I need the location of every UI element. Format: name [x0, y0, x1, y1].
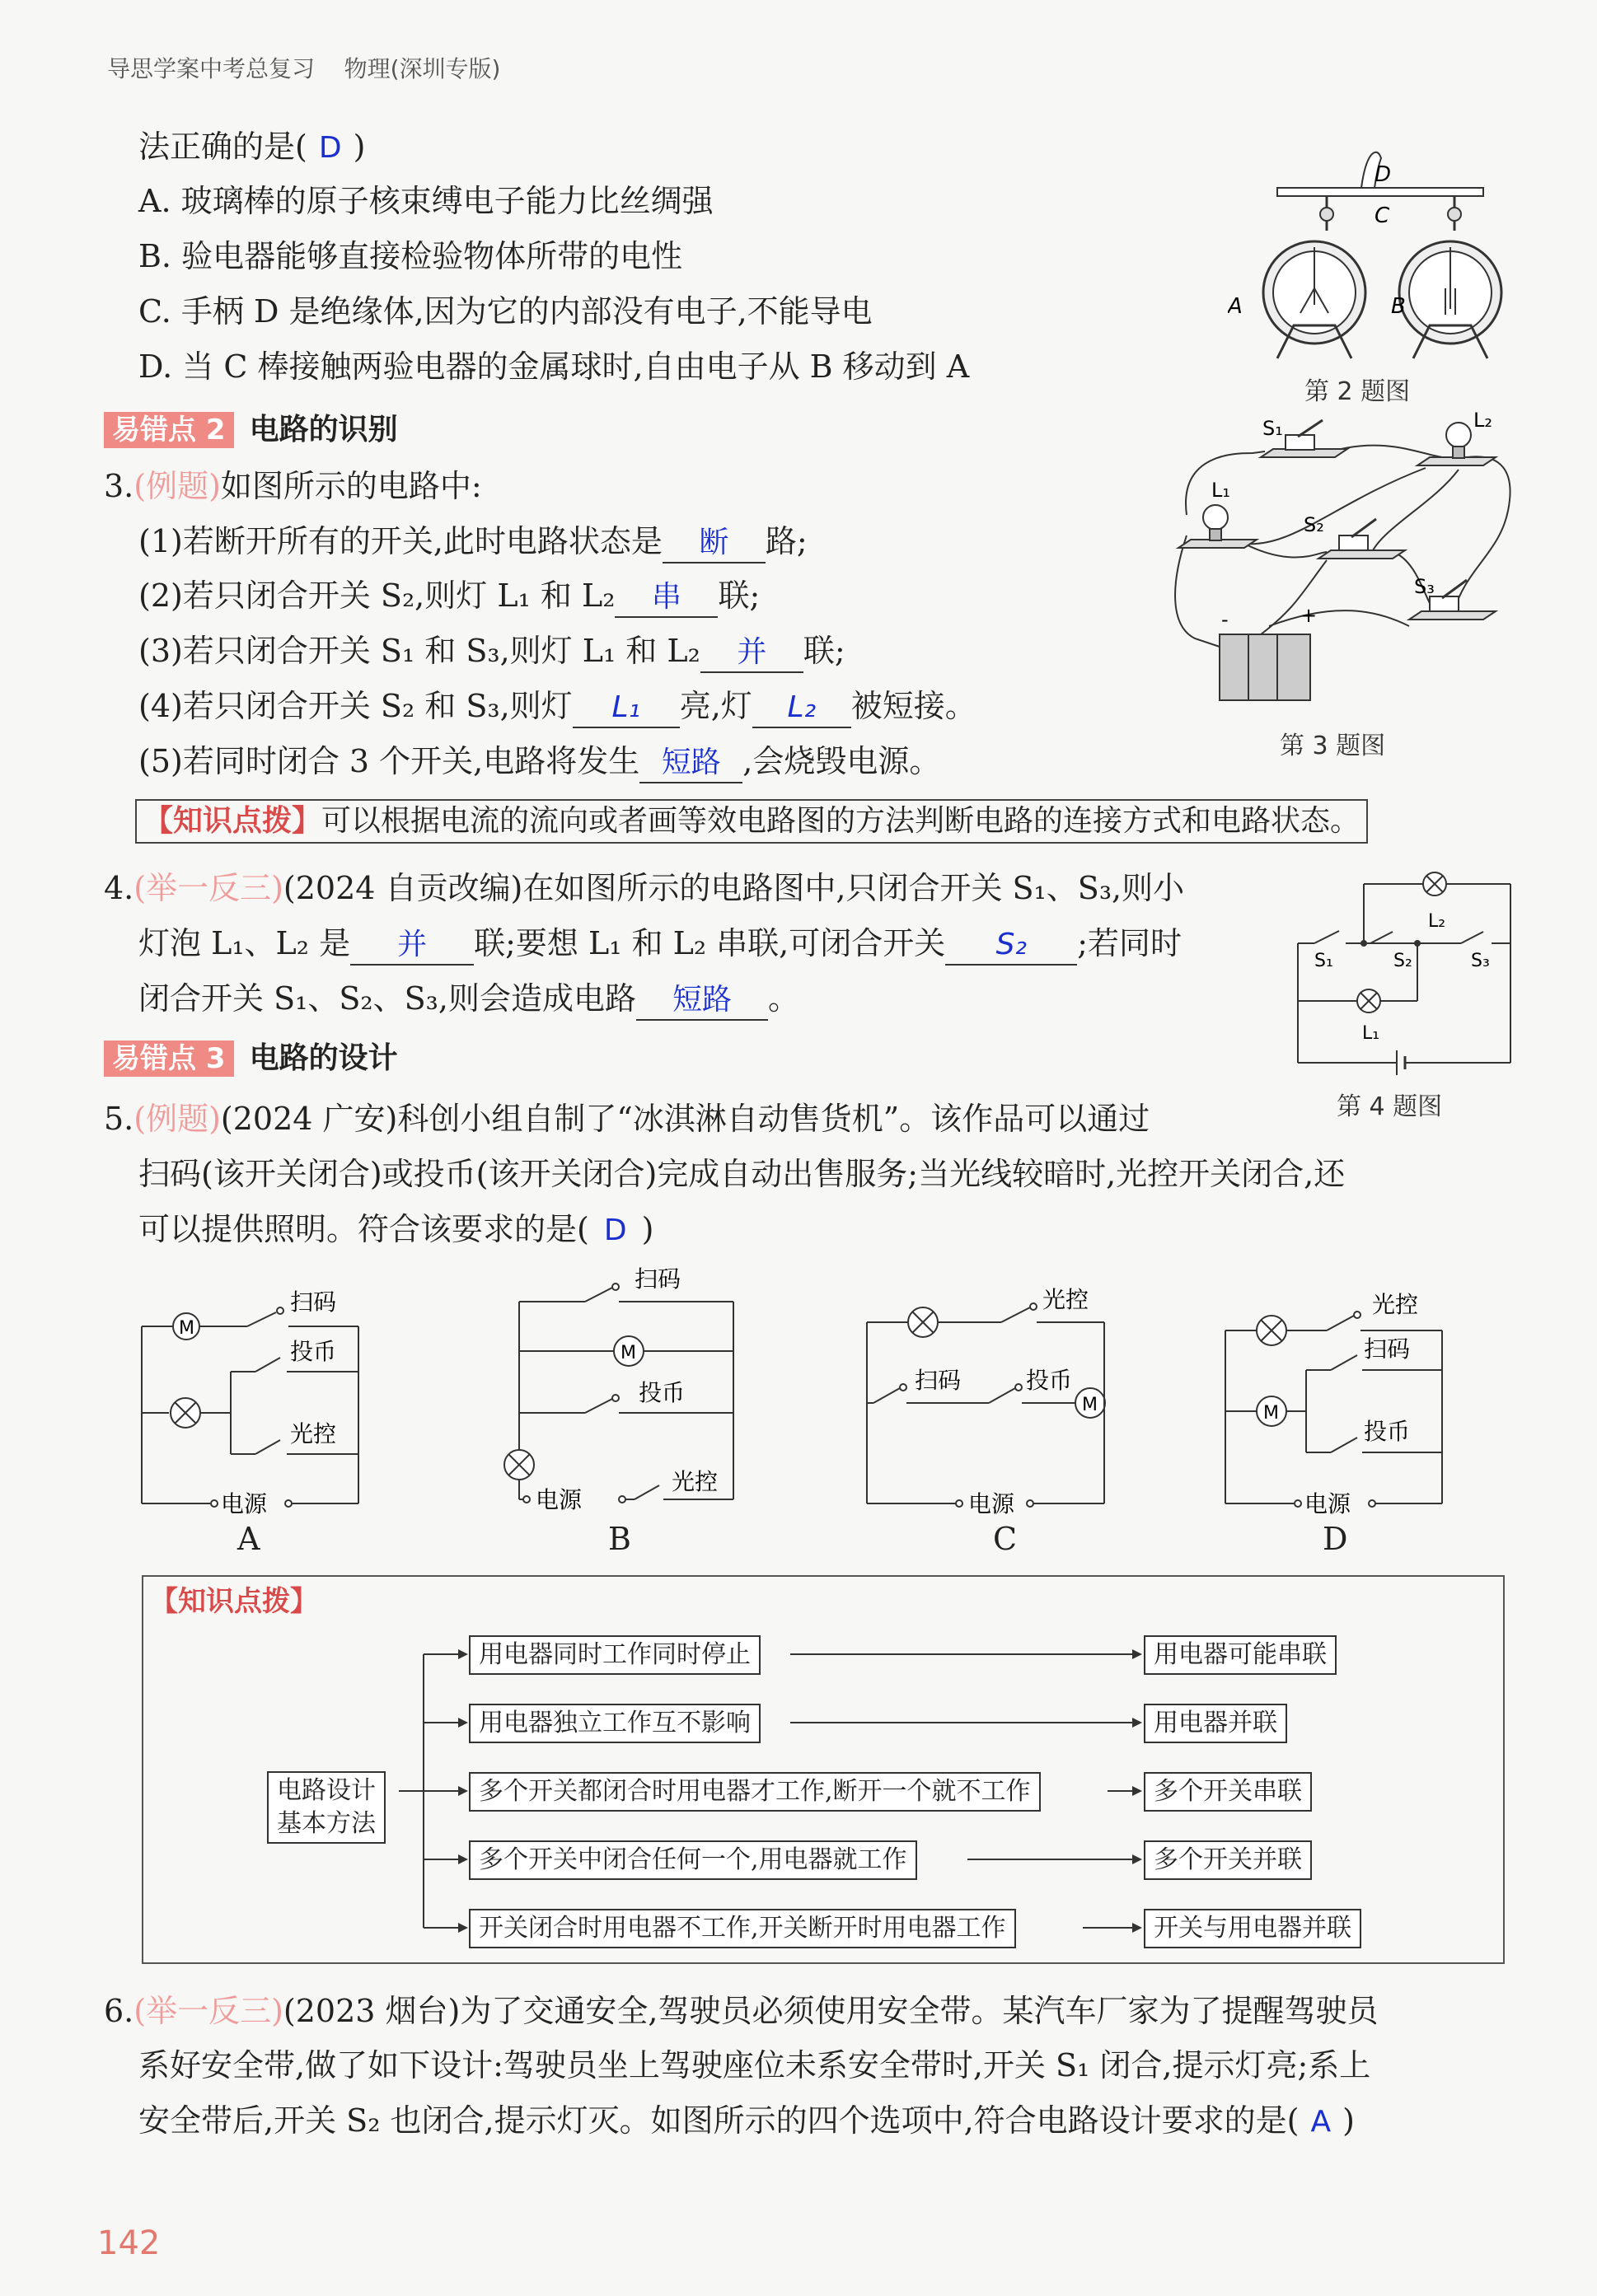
q2-option-a: A. 玻璃棒的原子核束缚电子能力比丝绸强	[138, 183, 714, 219]
scan-label: 扫码	[1364, 1335, 1411, 1363]
label-s3: S₃	[1414, 575, 1435, 598]
root-node: 电路设计 基本方法	[267, 1771, 386, 1844]
label-l2: L₂	[1473, 409, 1492, 432]
light-label: 光控	[672, 1468, 719, 1495]
label-b: B	[1391, 294, 1406, 319]
q2-option-d: D. 当 C 棒接触两验电器的金属球时,自由电子从 B 移动到 A	[138, 348, 970, 385]
rule-2-condition: 用电器独立工作互不影响	[469, 1704, 761, 1743]
q6-answer: A	[1310, 2105, 1332, 2139]
rule-2-result: 用电器并联	[1144, 1704, 1287, 1743]
label-s3: S₃	[1471, 951, 1490, 971]
section2-badge: 易错点 2	[104, 412, 234, 448]
label-s1: S₁	[1262, 417, 1283, 440]
book-title: 导思学案中考总复习	[107, 55, 316, 82]
q4-line2: 灯泡 L₁、L₂ 是 并 联;要想 L₁ 和 L₂ 串联,可闭合开关 S₂ ;若同时	[138, 924, 1182, 966]
light-label: 光控	[290, 1420, 337, 1447]
q4-line1: 4.(举一反三)(2024 自贡改编)在如图所示的电路图中,只闭合开关 S₁、S₃,则小	[104, 870, 1185, 906]
q3-caption: 第 3 题图	[1280, 732, 1386, 760]
q3-part1: (1)若断开所有的开关,此时电路状态是 断 路;	[138, 522, 808, 563]
label-a: A	[1228, 294, 1243, 319]
q5-line3: 可以提供照明。符合该要求的是( D )	[138, 1211, 654, 1247]
label-l1: L₁	[1211, 479, 1230, 502]
q3-answer-5: 短路	[661, 746, 721, 779]
q2-electroscope-figure	[1228, 124, 1516, 371]
q2-answer: D	[318, 131, 342, 165]
q5-option-a-circuit	[132, 1273, 379, 1520]
q3-answer-1: 断	[699, 526, 729, 559]
motor-label: M	[179, 1318, 194, 1339]
q4-line3: 闭合开关 S₁、S₂、S₃,则会造成电路 短路 。	[138, 980, 799, 1021]
label-d: D	[1375, 162, 1392, 187]
tip2-box	[142, 1575, 1505, 1964]
scan-label: 扫码	[915, 1367, 962, 1394]
q5-option-b-label: B	[608, 1521, 631, 1557]
q5-option-c-label: C	[993, 1521, 1018, 1557]
q2-option-b: B. 验电器能够直接检验物体所带的电性	[138, 238, 683, 274]
q4-answer-3: 短路	[672, 983, 732, 1017]
running-header	[107, 51, 500, 84]
tip1-text: 可以根据电流的流向或者画等效电路图的方法判断电路的连接方式和电路状态。	[321, 804, 1360, 838]
section3-heading	[104, 1035, 398, 1077]
q5-option-c-circuit	[857, 1273, 1121, 1520]
label-c: C	[1375, 203, 1390, 228]
coin-label: 投币	[290, 1338, 337, 1365]
q5-line2: 扫码(该开关闭合)或投币(该开关闭合)完成自动出售服务;当光线较暗时,光控开关闭合,还	[138, 1156, 1346, 1192]
q5-option-a-label: A	[237, 1521, 260, 1557]
power-label: 电源	[221, 1490, 268, 1517]
q5-line1: 5.(例题)(2024 广安)科创小组自制了“冰淇淋自动售货机”。该作品可以通过	[104, 1101, 1150, 1137]
q2-option-c: C. 手柄 D 是绝缘体,因为它的内部没有电子,不能导电	[138, 293, 873, 330]
section3-badge: 易错点 3	[104, 1040, 234, 1077]
section3-title: 电路的设计	[249, 1041, 398, 1075]
q3-circuit-figure	[1170, 404, 1533, 733]
label-s2: S₂	[1393, 951, 1412, 971]
label-l2: L₂	[1428, 911, 1446, 932]
q6-line3: 安全带后,开关 S₂ 也闭合,提示灯灭。如图所示的四个选项中,符合电路设计要求的是( A )	[138, 2102, 1355, 2139]
motor-label: M	[1263, 1403, 1279, 1424]
coin-label: 投币	[1364, 1418, 1411, 1445]
q4-answer-1: 并	[397, 928, 428, 961]
rule-3-result: 多个开关串联	[1144, 1772, 1312, 1812]
q4-caption: 第 4 题图	[1337, 1092, 1443, 1121]
tip1-box	[135, 799, 1368, 844]
rule-1-condition: 用电器同时工作同时停止	[469, 1635, 761, 1675]
motor-label: M	[621, 1343, 636, 1363]
rule-3-condition: 多个开关都闭合时用电器才工作,断开一个就不工作	[469, 1772, 1041, 1812]
power-label: 电源	[968, 1490, 1015, 1517]
q6-line1: 6.(举一反三)(2023 烟台)为了交通安全,驾驶员必须使用安全带。某汽车厂家为了提醒驾驶员	[104, 1993, 1379, 2029]
rule-4-condition: 多个开关中闭合任何一个,用电器就工作	[469, 1840, 917, 1880]
q3-answer-2: 串	[651, 580, 681, 614]
rule-5-result: 开关与用电器并联	[1144, 1909, 1361, 1948]
tip1-label: 【知识点拨】	[143, 804, 322, 838]
q3-answer-3: 并	[737, 635, 767, 669]
rule-5-condition: 开关闭合时用电器不工作,开关断开时用电器工作	[469, 1909, 1016, 1948]
q2-caption: 第 2 题图	[1304, 377, 1411, 406]
q3-part2: (2)若只闭合开关 S₂,则灯 L₁ 和 L₂ 串 联;	[138, 577, 760, 618]
rule-1-result: 用电器可能串联	[1144, 1635, 1337, 1675]
coin-label: 投币	[1026, 1367, 1073, 1394]
q5-answer: D	[603, 1213, 627, 1247]
q3-stem: 3.(例题)如图所示的电路中:	[104, 468, 482, 504]
light-label: 光控	[1042, 1286, 1089, 1313]
q3-part5: (5)若同时闭合 3 个开关,电路将发生 短路 ,会烧毁电源。	[138, 742, 940, 783]
q3-part3: (3)若只闭合开关 S₁ 和 S₃,则灯 L₁ 和 L₂ 并 联;	[138, 632, 845, 673]
light-label: 光控	[1372, 1291, 1419, 1318]
label-s1: S₁	[1314, 951, 1333, 971]
q3-answer-4b: L₂	[787, 690, 817, 724]
rule-4-result: 多个开关并联	[1144, 1840, 1312, 1880]
q3-answer-4a: L₁	[611, 690, 640, 724]
section2-title: 电路的识别	[249, 413, 398, 447]
q6-line2: 系好安全带,做了如下设计:驾驶员坐上驾驶座位未系安全带时,开关 S₁ 闭合,提示灯亮;系上	[138, 2047, 1371, 2083]
power-label: 电源	[536, 1486, 583, 1513]
coin-label: 投币	[639, 1379, 686, 1406]
subject-title: 物理(深圳专版)	[344, 55, 501, 82]
motor-label: M	[1082, 1395, 1098, 1415]
section2-heading	[104, 406, 398, 448]
q4-answer-2: S₂	[995, 928, 1027, 961]
scan-label: 扫码	[290, 1288, 337, 1316]
q5-option-d-circuit	[1215, 1273, 1463, 1520]
page-number: 142	[97, 2224, 161, 2262]
label-l1: L₁	[1362, 1023, 1380, 1044]
label-s2: S₂	[1304, 513, 1324, 536]
battery-plus: +	[1300, 604, 1318, 627]
battery-minus: -	[1221, 608, 1229, 631]
q2-stem-tail: 法正确的是( D )	[138, 129, 366, 165]
q5-option-b-circuit	[499, 1260, 746, 1524]
q4-circuit-figure	[1281, 861, 1529, 1075]
q3-part4: (4)若只闭合开关 S₂ 和 S₃,则灯 L₁ 亮,灯 L₂ 被短接。	[138, 687, 976, 728]
scan-label: 扫码	[635, 1265, 681, 1293]
tip2-label: 【知识点拨】	[150, 1585, 318, 1618]
power-label: 电源	[1304, 1490, 1351, 1517]
q5-option-d-label: D	[1323, 1521, 1348, 1557]
